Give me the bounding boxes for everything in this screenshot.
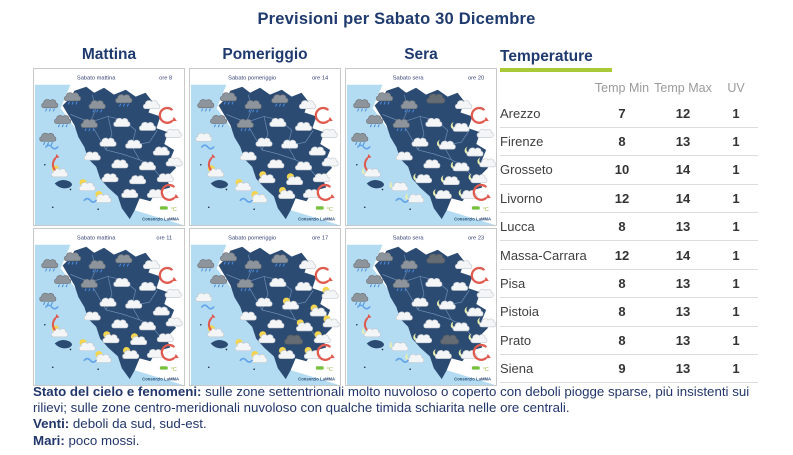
table-row [500,213,758,241]
city-name: Firenze [500,134,544,150]
cloud-icon [84,312,100,320]
cloud-icon [322,158,338,166]
wind-text: deboli da sud, sud-est. [69,416,207,432]
cloud-icon [153,307,169,315]
sea-label: Mari: [33,432,65,448]
temp-min-value: 12 [614,190,630,206]
uv-value: 1 [732,162,740,178]
sky-text: sulle zone settentrionali molto nuvoloso o coperto con deboli piogge sparse, più insistenti sui rilievi; sulle zone centro-meridionali nuvoloso con qualche timida schiarita nelle ore centrali. [33,384,750,416]
weather-map [189,228,341,386]
table-row [500,128,758,156]
temperature-panel [500,48,758,383]
map-time-label: ore 20 [467,75,485,82]
temp-max-header: Temp Max [654,80,712,95]
cloud-icon [396,312,412,320]
map-time-label: ore 11 [156,235,173,242]
cloud-icon [295,282,311,290]
table-row [500,327,758,355]
city-name: Lucca [500,219,535,235]
uv-value: 1 [732,332,740,348]
temp-min-value: 8 [618,332,626,348]
map-credit: Consorzio LaMMA [142,216,180,222]
weather-map [345,228,497,386]
weather-map [345,68,497,226]
column-header-mattina: Mattina [81,46,137,63]
table-row [500,298,758,326]
cloud-icon [114,118,130,126]
maps-grid [33,68,497,386]
wind-paragraph [33,416,783,432]
temp-max-value: 13 [675,134,691,150]
cloud-icon [426,278,442,286]
cloud-icon [295,162,311,170]
temp-max-value: 13 [675,276,691,292]
uv-value: 1 [732,361,740,377]
temp-max-value: 14 [675,162,691,178]
cloud-icon [84,152,100,160]
city-name: Prato [500,332,532,348]
wind-label: Venti: [33,416,70,432]
temp-min-value: 12 [614,247,630,263]
cloud-icon [270,118,286,126]
cloud-icon [130,176,146,184]
forecast-summary [33,384,783,449]
page-title: Previsioni per Sabato 30 Dicembre [257,10,536,28]
temperature-table-body [500,100,758,384]
column-header-sera: Sera [404,46,438,63]
map-credit: Consorzio LaMMA [298,376,336,382]
table-row [500,241,758,269]
sky-paragraph [33,384,783,416]
temp-max-value: 14 [675,247,691,263]
map-title-label: Sabato mattina [76,75,116,82]
cloud-icon [112,320,128,328]
temp-max-value: 12 [675,105,691,121]
darkcloud-icon [285,335,303,344]
weather-map [33,228,185,386]
city-name: Livorno [500,190,543,206]
temp-max-value: 13 [675,332,691,348]
cloud-icon [143,101,159,109]
temp-min-value: 8 [618,219,626,235]
city-name: Siena [500,361,534,377]
cloud-icon [256,298,272,306]
cloud-icon [412,298,428,306]
map-time-label: ore 17 [311,235,329,242]
tuscany-map-svg [346,229,496,385]
table-row [500,270,758,298]
cloud-icon [282,140,298,148]
darkcloud-icon [441,335,459,344]
map-credit: Consorzio LaMMA [454,216,492,222]
cloud-icon [139,282,155,290]
cloud-icon [309,147,325,155]
uv-header: UV [727,80,745,95]
cloud-icon [126,140,142,148]
celsius-unit-label: °C [170,206,177,213]
tuscany-map-svg [190,69,340,225]
cloud-icon [426,118,442,126]
table-row [500,355,758,383]
uv-value: 1 [732,304,740,320]
map-title-label: Sabato pomeriggio [228,235,277,242]
uv-value: 1 [732,276,740,292]
celsius-unit-label: °C [326,366,333,373]
darkcloud-icon [427,94,445,103]
sea-paragraph [33,433,783,449]
cloud-icon [153,147,169,155]
cloud-icon [451,282,467,290]
temperature-table-header [500,76,758,100]
cloud-icon [299,261,315,269]
celsius-unit-label: °C [482,366,489,373]
temperature-heading: Temperature [500,48,593,65]
cloud-icon [166,318,182,326]
cloud-icon [196,133,212,141]
time-of-day-headers [33,46,497,64]
uv-value: 1 [732,105,740,121]
table-row [500,100,758,128]
uv-value: 1 [732,190,740,206]
celsius-unit-label: °C [170,366,177,373]
table-row [500,156,758,184]
city-name: Arezzo [500,105,541,121]
celsius-unit-label: °C [326,206,333,213]
map-credit: Consorzio LaMMA [142,376,180,382]
temp-min-value: 8 [618,134,626,150]
temp-max-value: 14 [675,190,691,206]
cloud-icon [321,129,337,137]
cloud-icon [240,152,256,160]
cloud-icon [157,174,173,182]
cloud-icon [455,261,471,269]
tuscany-map-svg [190,229,340,385]
cloud-icon [102,174,118,182]
cloud-icon [424,160,440,168]
weather-map [33,68,185,226]
map-time-label: ore 8 [159,75,173,82]
cloud-icon [165,129,181,137]
sea-text: poco mossi. [64,432,140,448]
cloud-icon [139,122,155,130]
temp-min-value: 9 [618,361,626,377]
weather-map [189,68,341,226]
temp-max-value: 13 [675,304,691,320]
temp-min-value: 8 [618,276,626,292]
cloud-icon [157,334,173,342]
cloud-icon [166,158,182,166]
tuscany-map-svg [34,229,184,385]
map-credit: Consorzio LaMMA [454,376,492,382]
map-title-label: Sabato mattina [76,235,116,242]
darkcloud-icon [427,254,445,263]
cloud-icon [139,162,155,170]
cloud-icon [256,138,272,146]
temp-max-value: 13 [675,361,691,377]
cloud-icon [112,160,128,168]
uv-value: 1 [732,247,740,263]
uv-value: 1 [732,134,740,150]
tuscany-map-svg [346,69,496,225]
cloud-icon [477,129,493,137]
map-title-label: Sabato pomeriggio [228,75,277,82]
cloud-icon [240,312,256,320]
uv-value: 1 [732,219,740,235]
cloud-icon [270,278,286,286]
map-time-label: ore 14 [311,75,329,82]
cloud-icon [396,152,412,160]
map-title-label: Sabato sera [392,235,424,242]
temp-max-value: 13 [675,219,691,235]
cloud-icon [424,320,440,328]
cloud-icon [126,300,142,308]
cloud-icon [313,174,329,182]
cloud-icon [455,101,471,109]
cloud-icon [100,298,116,306]
temp-min-header: Temp Min [594,80,650,95]
column-header-pomeriggio: Pomeriggio [222,46,308,63]
city-name: Grosseto [500,162,553,178]
map-title-label: Sabato sera [392,75,424,82]
cloud-icon [143,261,159,269]
cloud-icon [299,101,315,109]
cloud-icon [114,278,130,286]
table-row [500,185,758,213]
cloud-icon [165,289,181,297]
cloud-icon [412,138,428,146]
cloud-icon [139,322,155,330]
green-underline [500,68,612,72]
city-name: Pisa [500,276,526,292]
cloud-icon [268,160,284,168]
temp-min-value: 10 [614,162,630,178]
cloud-icon [295,122,311,130]
map-credit: Consorzio LaMMA [298,216,336,222]
temp-min-value: 8 [618,304,626,320]
temp-min-value: 7 [618,105,626,121]
cloud-icon [122,189,138,197]
tuscany-map-svg [34,69,184,225]
cloud-icon [100,138,116,146]
cloud-icon [268,320,284,328]
celsius-unit-label: °C [482,206,489,213]
sky-label: Stato del cielo e fenomeni: [33,384,202,399]
city-name: Massa-Carrara [500,247,587,263]
city-name: Pistoia [500,304,540,320]
cloud-icon [477,289,493,297]
cloud-icon [196,293,212,301]
map-time-label: ore 23 [467,235,485,242]
